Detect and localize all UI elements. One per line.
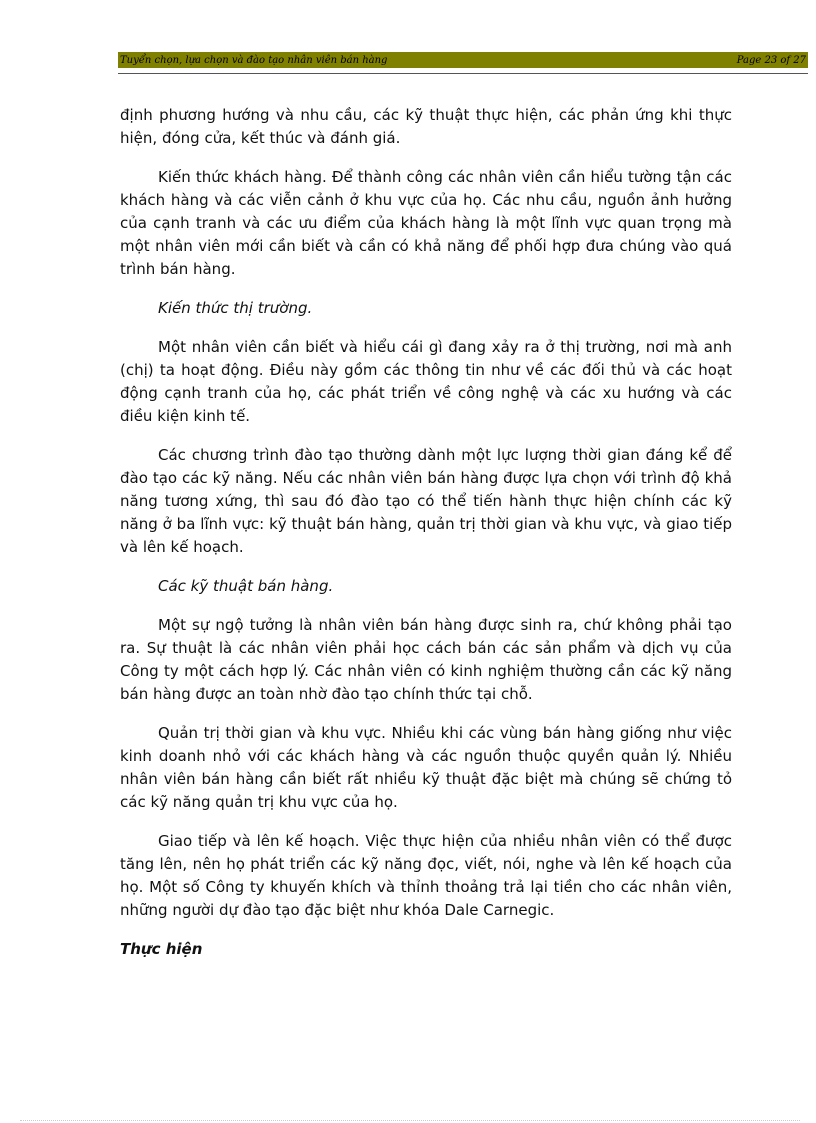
paragraph: Các chương trình đào tạo thường dành một lực lượng thời gian đáng kể để đào tạo các kỹ năng. Nếu các nhân viên bán hàng được lựa chọn với trình độ khả năng tương xứng, thì sau đó đào tạo có thể tiến hành thực hiện chính các kỹ năng ở ba lĩnh vực: kỹ thuật bán hàng, quản trị thời gian và khu vực, và giao tiếp và lên kế hoạch. (120, 446, 732, 556)
subheading: Kiến thức thị trường. (158, 299, 313, 317)
paragraph: Một nhân viên cần biết và hiểu cái gì đang xảy ra ở thị trường, nơi mà anh (chị) ta hoạt động. Điều này gồm các thông tin như về các đối thủ và các hoạt động cạnh tranh của họ, các phát triển về công nghệ và các xu hướng và các điều kiện kinh tế. (120, 338, 732, 425)
page-number: Page 23 of 27 (736, 54, 806, 66)
paragraph: Một sự ngộ tưởng là nhân viên bán hàng được sinh ra, chứ không phải tạo ra. Sự thuật là các nhân viên phải học cách bán các sản phẩm và dịch vụ của Công ty một cách hợp lý. Các nhân viên có kinh nghiệm thường cần các kỹ năng bán hàng được an toàn nhờ đào tạo chính thức tại chỗ. (120, 616, 732, 703)
document-title: Tuyển chọn, lựa chọn và đào tạo nhân viên bán hàng (120, 54, 388, 66)
page-body (120, 104, 732, 977)
paragraph: Kiến thức khách hàng. Để thành công các nhân viên cần hiểu tường tận các khách hàng và các viễn cảnh ở khu vực của họ. Các nhu cầu, nguồn ảnh hưởng của cạnh tranh và các ưu điểm của khách hàng là một lĩnh vực quan trọng mà một nhân viên mới cần biết và cần có khả năng để phối hợp đưa chúng vào quá trình bán hàng. (120, 168, 732, 278)
header-divider (118, 73, 808, 74)
paragraph: Giao tiếp và lên kế hoạch. Việc thực hiện của nhiều nhân viên có thể được tăng lên, nên họ phát triển các kỹ năng đọc, viết, nói, nghe và lên kế hoạch của họ. Một số Công ty khuyến khích và thỉnh thoảng trả lại tiền cho các nhân viên, những người dự đào tạo đặc biệt như khóa Dale Carnegic. (120, 832, 732, 919)
running-header (118, 52, 808, 68)
page-bottom-border (20, 1120, 800, 1121)
section-heading: Thực hiện (120, 940, 203, 958)
paragraph: Quản trị thời gian và khu vực. Nhiều khi các vùng bán hàng giống như việc kinh doanh nhỏ với các khách hàng và các nguồn thuộc quyền quản lý. Nhiều nhân viên bán hàng cần biết rất nhiều kỹ thuật đặc biệt mà chúng sẽ chứng tỏ các kỹ năng quản trị khu vực của họ. (120, 724, 732, 811)
paragraph: định phương hướng và nhu cầu, các kỹ thuật thực hiện, các phản ứng khi thực hiện, đóng cửa, kết thúc và đánh giá. (120, 106, 732, 147)
subheading: Các kỹ thuật bán hàng. (158, 577, 334, 595)
